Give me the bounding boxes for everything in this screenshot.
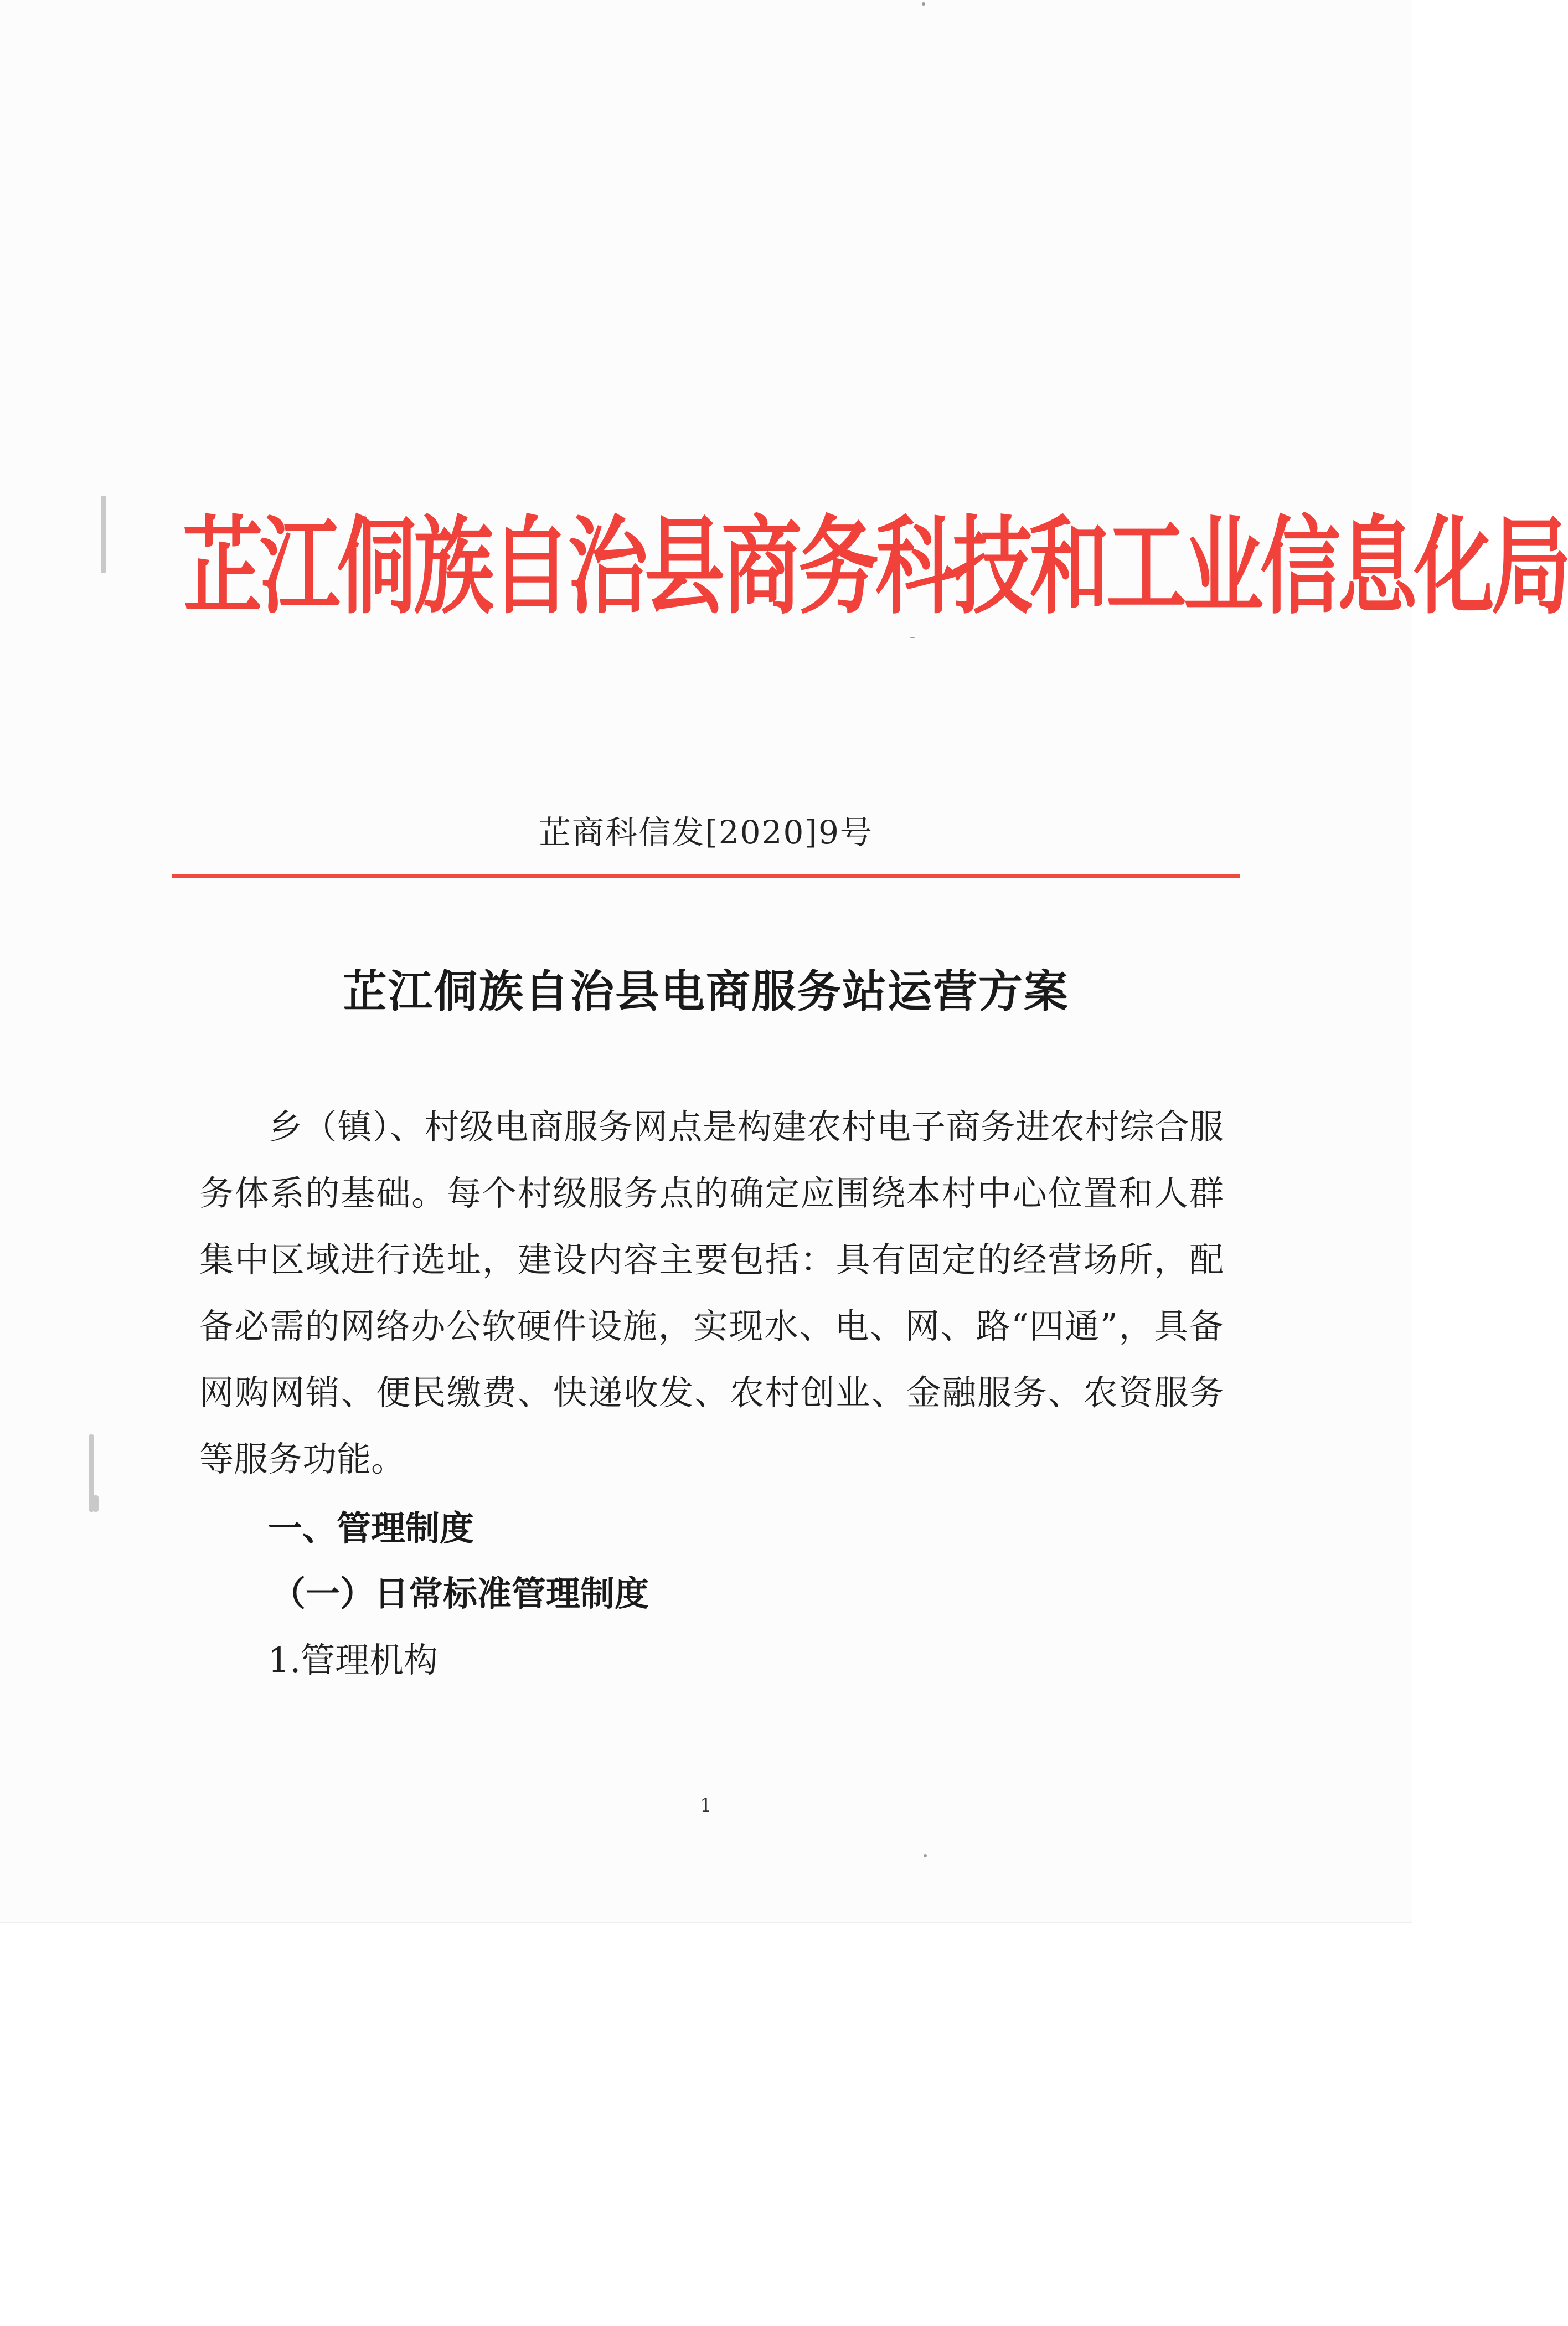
document-title: 芷江侗族自治县电商服务站运营方案	[343, 965, 1069, 1017]
section-heading: 一、管理制度	[268, 1508, 474, 1548]
page-number: 1	[700, 1794, 712, 1816]
document-number: 芷商科信发[2020]9号	[539, 814, 873, 851]
subsection-heading: （一）日常标准管理制度	[271, 1573, 649, 1614]
red-divider-line	[172, 874, 1240, 878]
binding-mark	[93, 1495, 99, 1512]
scan-speck	[922, 2, 925, 6]
body-paragraph: 乡（镇）、村级电商服务网点是构建农村电子商务进农村综合服务体系的基础。每个村级服务点的确定应围绕本村中心位置和人群集中区域进行选址，建设内容主要包括：具有固定的经营场所，配备必需的网络办公软硬件设施，实现水、电、网、路“四通”，具备网购网销、便民缴费、快递收发、农村创业、金融服务、农资服务等服务功能。	[199, 1107, 1224, 1479]
binding-mark	[101, 496, 106, 573]
list-item: 1.管理机构	[268, 1640, 439, 1680]
scan-speck	[924, 1854, 927, 1857]
agency-title: 芷江侗族自治县商务科技和工业信息化局	[183, 505, 1568, 629]
